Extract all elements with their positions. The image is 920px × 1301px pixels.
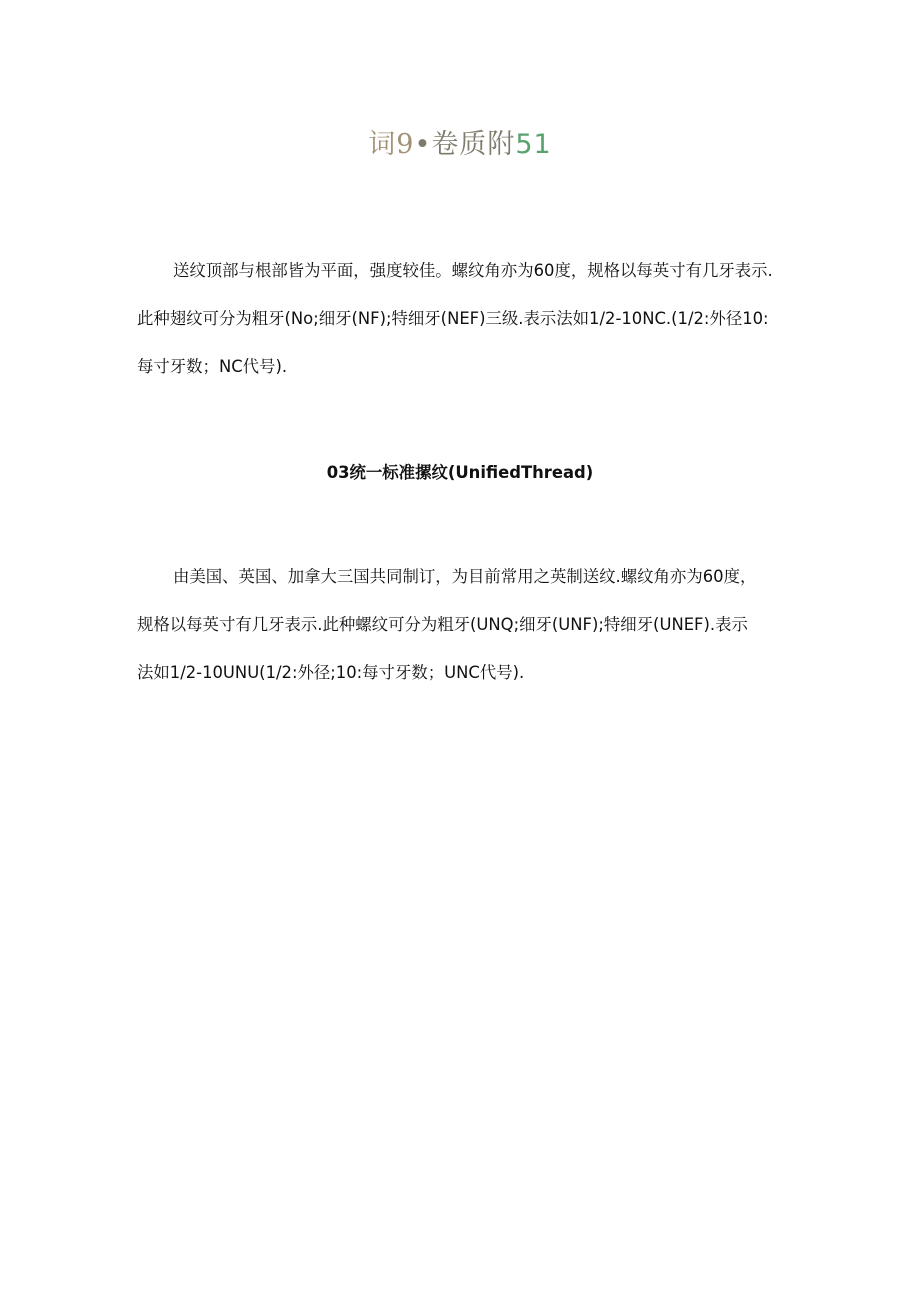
paragraph-line: 每寸牙数；NC代号).	[137, 357, 288, 376]
logo-part-1: 词9	[368, 129, 415, 160]
logo-part-3: 51	[515, 129, 552, 160]
header-logo	[0, 122, 920, 161]
paragraph-line: 送纹顶部与根部皆为平面，强度较佳。螺纹角亦为60度，规格以每英寸有几牙表示.	[173, 261, 773, 280]
paragraph-standard-thread	[137, 247, 787, 391]
paragraph-line: 规格以每英寸有几牙表示.此种螺纹可分为粗牙(UNQ;细牙(UNF);特细牙(UNEF).表示	[137, 615, 748, 634]
paragraph-line: 由美国、英国、加拿大三国共同制订，为目前常用之英制送纹.螺纹角亦为60度，	[173, 567, 757, 586]
section-heading: 03统一标准摞纹(UnifiedThread)	[326, 463, 594, 482]
logo-part-2: •卷质附	[414, 129, 516, 160]
paragraph-line: 法如1/2-10UNU(1/2:外径;10:每寸牙数；UNC代号).	[137, 663, 525, 682]
paragraph-line: 此种翅纹可分为粗牙(No;细牙(NF);特细牙(NEF)三级.表示法如1/2-10NC.(1/2:外径10:	[137, 309, 769, 328]
paragraph-unified-thread	[137, 553, 787, 697]
